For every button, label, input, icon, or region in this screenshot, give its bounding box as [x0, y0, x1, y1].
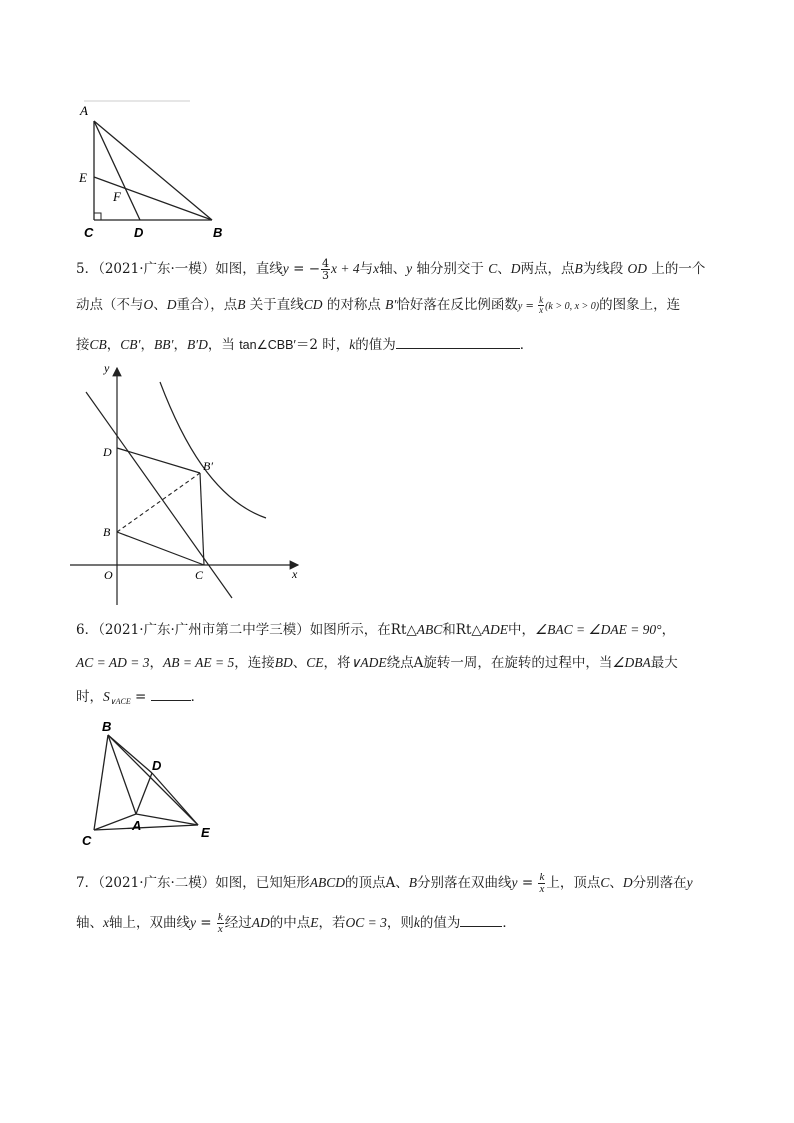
q7-fraction-2: $\frac{k}{x}$: [217, 911, 223, 935]
segment-be: [108, 735, 198, 825]
label-b-prime: B′: [203, 459, 213, 473]
q5-answer-blank[interactable]: [396, 336, 520, 349]
q5-number: 5．: [76, 261, 99, 277]
label-d: D: [103, 445, 112, 459]
figure-2-coordinate-plane: [64, 360, 314, 610]
label-b: B: [213, 225, 223, 240]
label-d: D: [134, 225, 144, 240]
segment-eb: [94, 177, 212, 220]
label-d: D: [152, 758, 162, 773]
q6-line-2: AC = AD = 3，AB = AE = 5，连接BD、CE，将∨ADE绕点A旋转一周，在旋转的过程中，当∠DBA最大: [76, 655, 678, 671]
q5-line-2: 动点（不与O、D重合），点B 关于直线CD 的对称点 B′恰好落在反比例函数y = $\frac{k}{x}$ (k > 0, x > 0)的图象上，连: [76, 295, 681, 315]
label-c: C: [82, 833, 92, 845]
q7-line-1: 7．（2021·广东·二模）如图，已知矩形ABCD的顶点A、B分别落在双曲线y = $\frac{k}{x}$ 上，顶点C、D分别落在y: [76, 871, 693, 895]
segment-ab: [94, 121, 212, 220]
segment-bc: [117, 532, 204, 565]
q6-line-1: 6．（2021·广东·广州市第二中学三模）如图所示，在Rt△ABC和Rt△ADE中，∠BAC = ∠DAE = 90°，: [76, 622, 676, 638]
label-b: B: [102, 719, 112, 734]
label-y-axis: y: [104, 361, 110, 375]
q7-fraction-1: $\frac{k}{x}$: [539, 871, 545, 895]
q7-number: 7．: [76, 875, 99, 891]
q6-source: （2021·广东·广州市第二中学三模）如图所示，在: [98, 622, 391, 638]
q6-answer-blank[interactable]: [151, 688, 191, 701]
label-b: B: [103, 525, 111, 539]
q5-source: （2021·广东·一模）如图，直线: [98, 261, 283, 277]
q5-line-3: 接CB，CB′，BB′，B′D，当 tan∠CBB′＝2 时，k的值为 ．: [76, 337, 534, 353]
label-x-axis: x: [292, 567, 298, 581]
q7-source: （2021·广东·二模）如图，已知矩形: [98, 875, 310, 891]
segment-db-prime: [117, 448, 200, 473]
label-f: F: [113, 189, 121, 204]
label-c: C: [84, 225, 94, 240]
q7-line-2: 轴、x轴上，双曲线y = $\frac{k}{x}$ 经过AD的中点E，若OC = 3，则k的值为 ．: [76, 911, 516, 935]
q5-line-1: 5．（2021·广东·一模）如图，直线y = − $\frac{4}{3}$ x + 4与x轴、y 轴分别交于 C、D两点，点B为线段 OD 上的一个: [76, 257, 706, 282]
right-angle-mark: [94, 213, 101, 220]
segment-ce: [94, 825, 198, 830]
hyperbola-curve: [160, 382, 266, 518]
segment-ad: [94, 121, 140, 220]
q6-line-3: 时，$S_{\vee ACE}$ = ．: [76, 689, 205, 706]
segment-b-prime-c: [200, 473, 204, 565]
q6-number: 6．: [76, 622, 99, 638]
label-a: A: [80, 103, 88, 118]
segment-de: [152, 773, 198, 825]
label-o: O: [104, 568, 113, 582]
label-c: C: [195, 568, 204, 582]
segment-ca: [94, 814, 136, 830]
label-a: A: [132, 818, 142, 833]
dashed-bb-prime: [117, 473, 200, 532]
label-e: E: [201, 825, 210, 840]
label-e: E: [79, 170, 87, 185]
q5-func-fraction: $\frac{k}{x}$: [539, 295, 544, 315]
q7-answer-blank[interactable]: [460, 914, 502, 927]
q5-fraction: $\frac{4}{3}$: [322, 257, 330, 282]
segment-ad: [136, 773, 152, 814]
figure-3-rotation: [74, 715, 234, 845]
segment-bc: [94, 735, 108, 830]
figure-1-triangle: [70, 95, 230, 245]
